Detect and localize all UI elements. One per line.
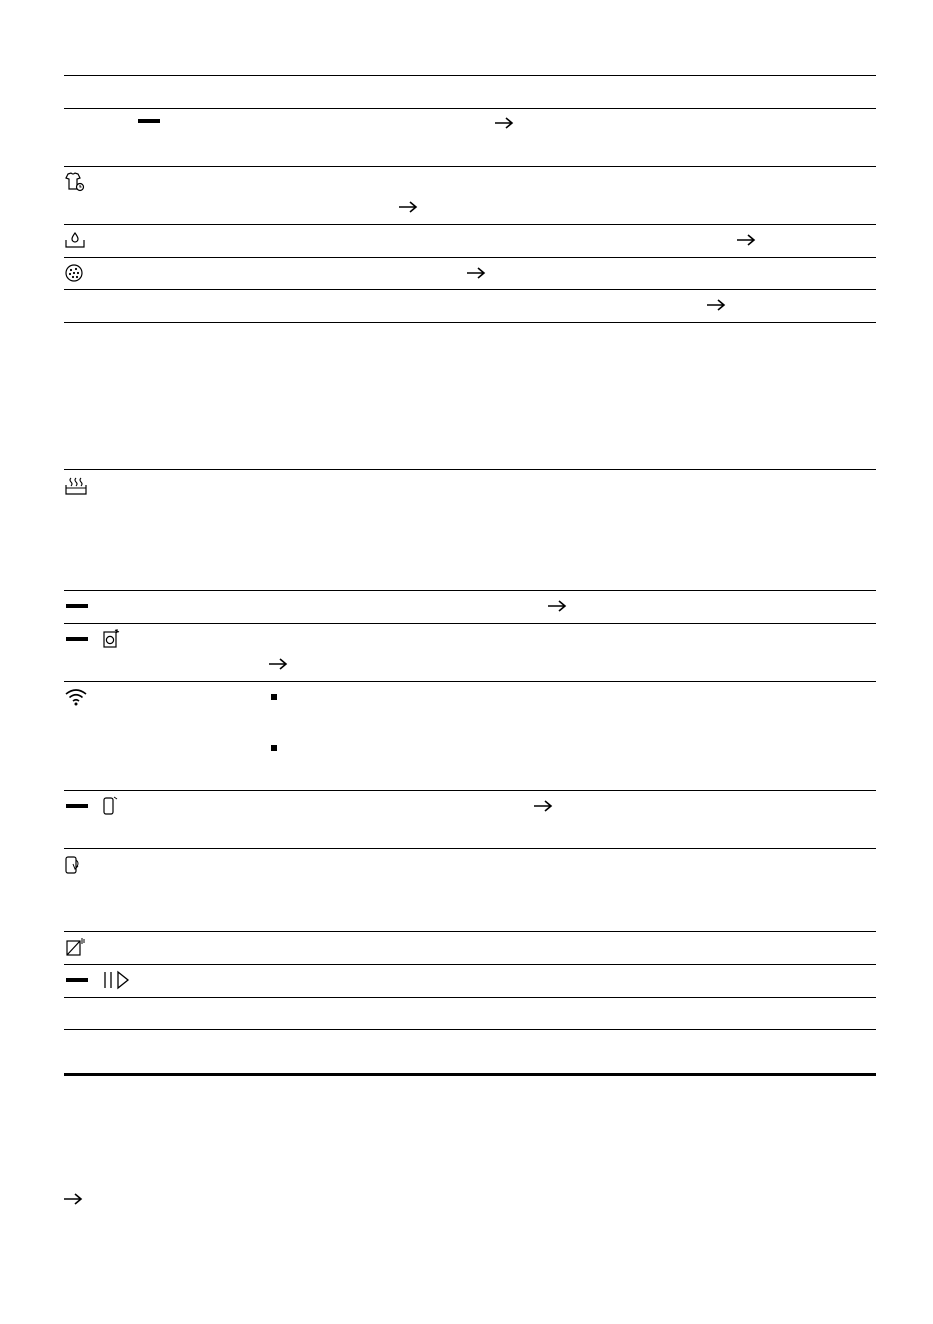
arrow-right-icon <box>398 200 418 214</box>
dash-icon <box>66 604 88 608</box>
table-rule <box>64 224 876 225</box>
remote-off-icon <box>64 937 86 957</box>
arrow-right-icon <box>706 298 726 312</box>
table-rule <box>64 964 876 965</box>
arrow-right-icon <box>466 266 486 280</box>
phone-icon <box>102 796 118 816</box>
table-rule <box>64 289 876 290</box>
table-rule <box>64 469 876 470</box>
table-rule <box>64 590 876 591</box>
stain-dots-icon <box>64 263 84 283</box>
arrow-right-icon <box>63 1192 83 1206</box>
arrow-right-icon <box>494 116 514 130</box>
dash-icon <box>66 804 88 808</box>
table-rule <box>64 108 876 109</box>
table-rule <box>64 848 876 849</box>
table-rule <box>64 623 876 624</box>
arrow-right-icon <box>547 599 567 613</box>
pause-icon <box>102 970 114 990</box>
table-bottom-rule <box>64 1073 876 1076</box>
table-rule <box>64 322 876 323</box>
list-bullet <box>271 745 277 751</box>
drum-clean-icon <box>102 629 120 649</box>
table-rule <box>64 790 876 791</box>
wifi-icon <box>64 687 88 707</box>
table-rule <box>64 257 876 258</box>
arrow-right-icon <box>268 657 288 671</box>
play-icon <box>116 970 130 990</box>
table-rule <box>64 1029 876 1030</box>
phone-download-icon <box>64 855 82 875</box>
arrow-right-icon <box>736 233 756 247</box>
dash-icon <box>66 637 88 641</box>
table-rule <box>64 997 876 998</box>
shirt-timer-icon <box>64 172 86 192</box>
list-bullet <box>271 694 277 700</box>
dash-icon <box>66 978 88 982</box>
table-rule <box>64 931 876 932</box>
steam-icon <box>64 476 88 496</box>
table-rule <box>64 681 876 682</box>
table-rule <box>64 75 876 76</box>
dash-icon <box>138 119 160 123</box>
water-drop-icon <box>64 231 86 249</box>
arrow-right-icon <box>533 799 553 813</box>
table-rule <box>64 166 876 167</box>
